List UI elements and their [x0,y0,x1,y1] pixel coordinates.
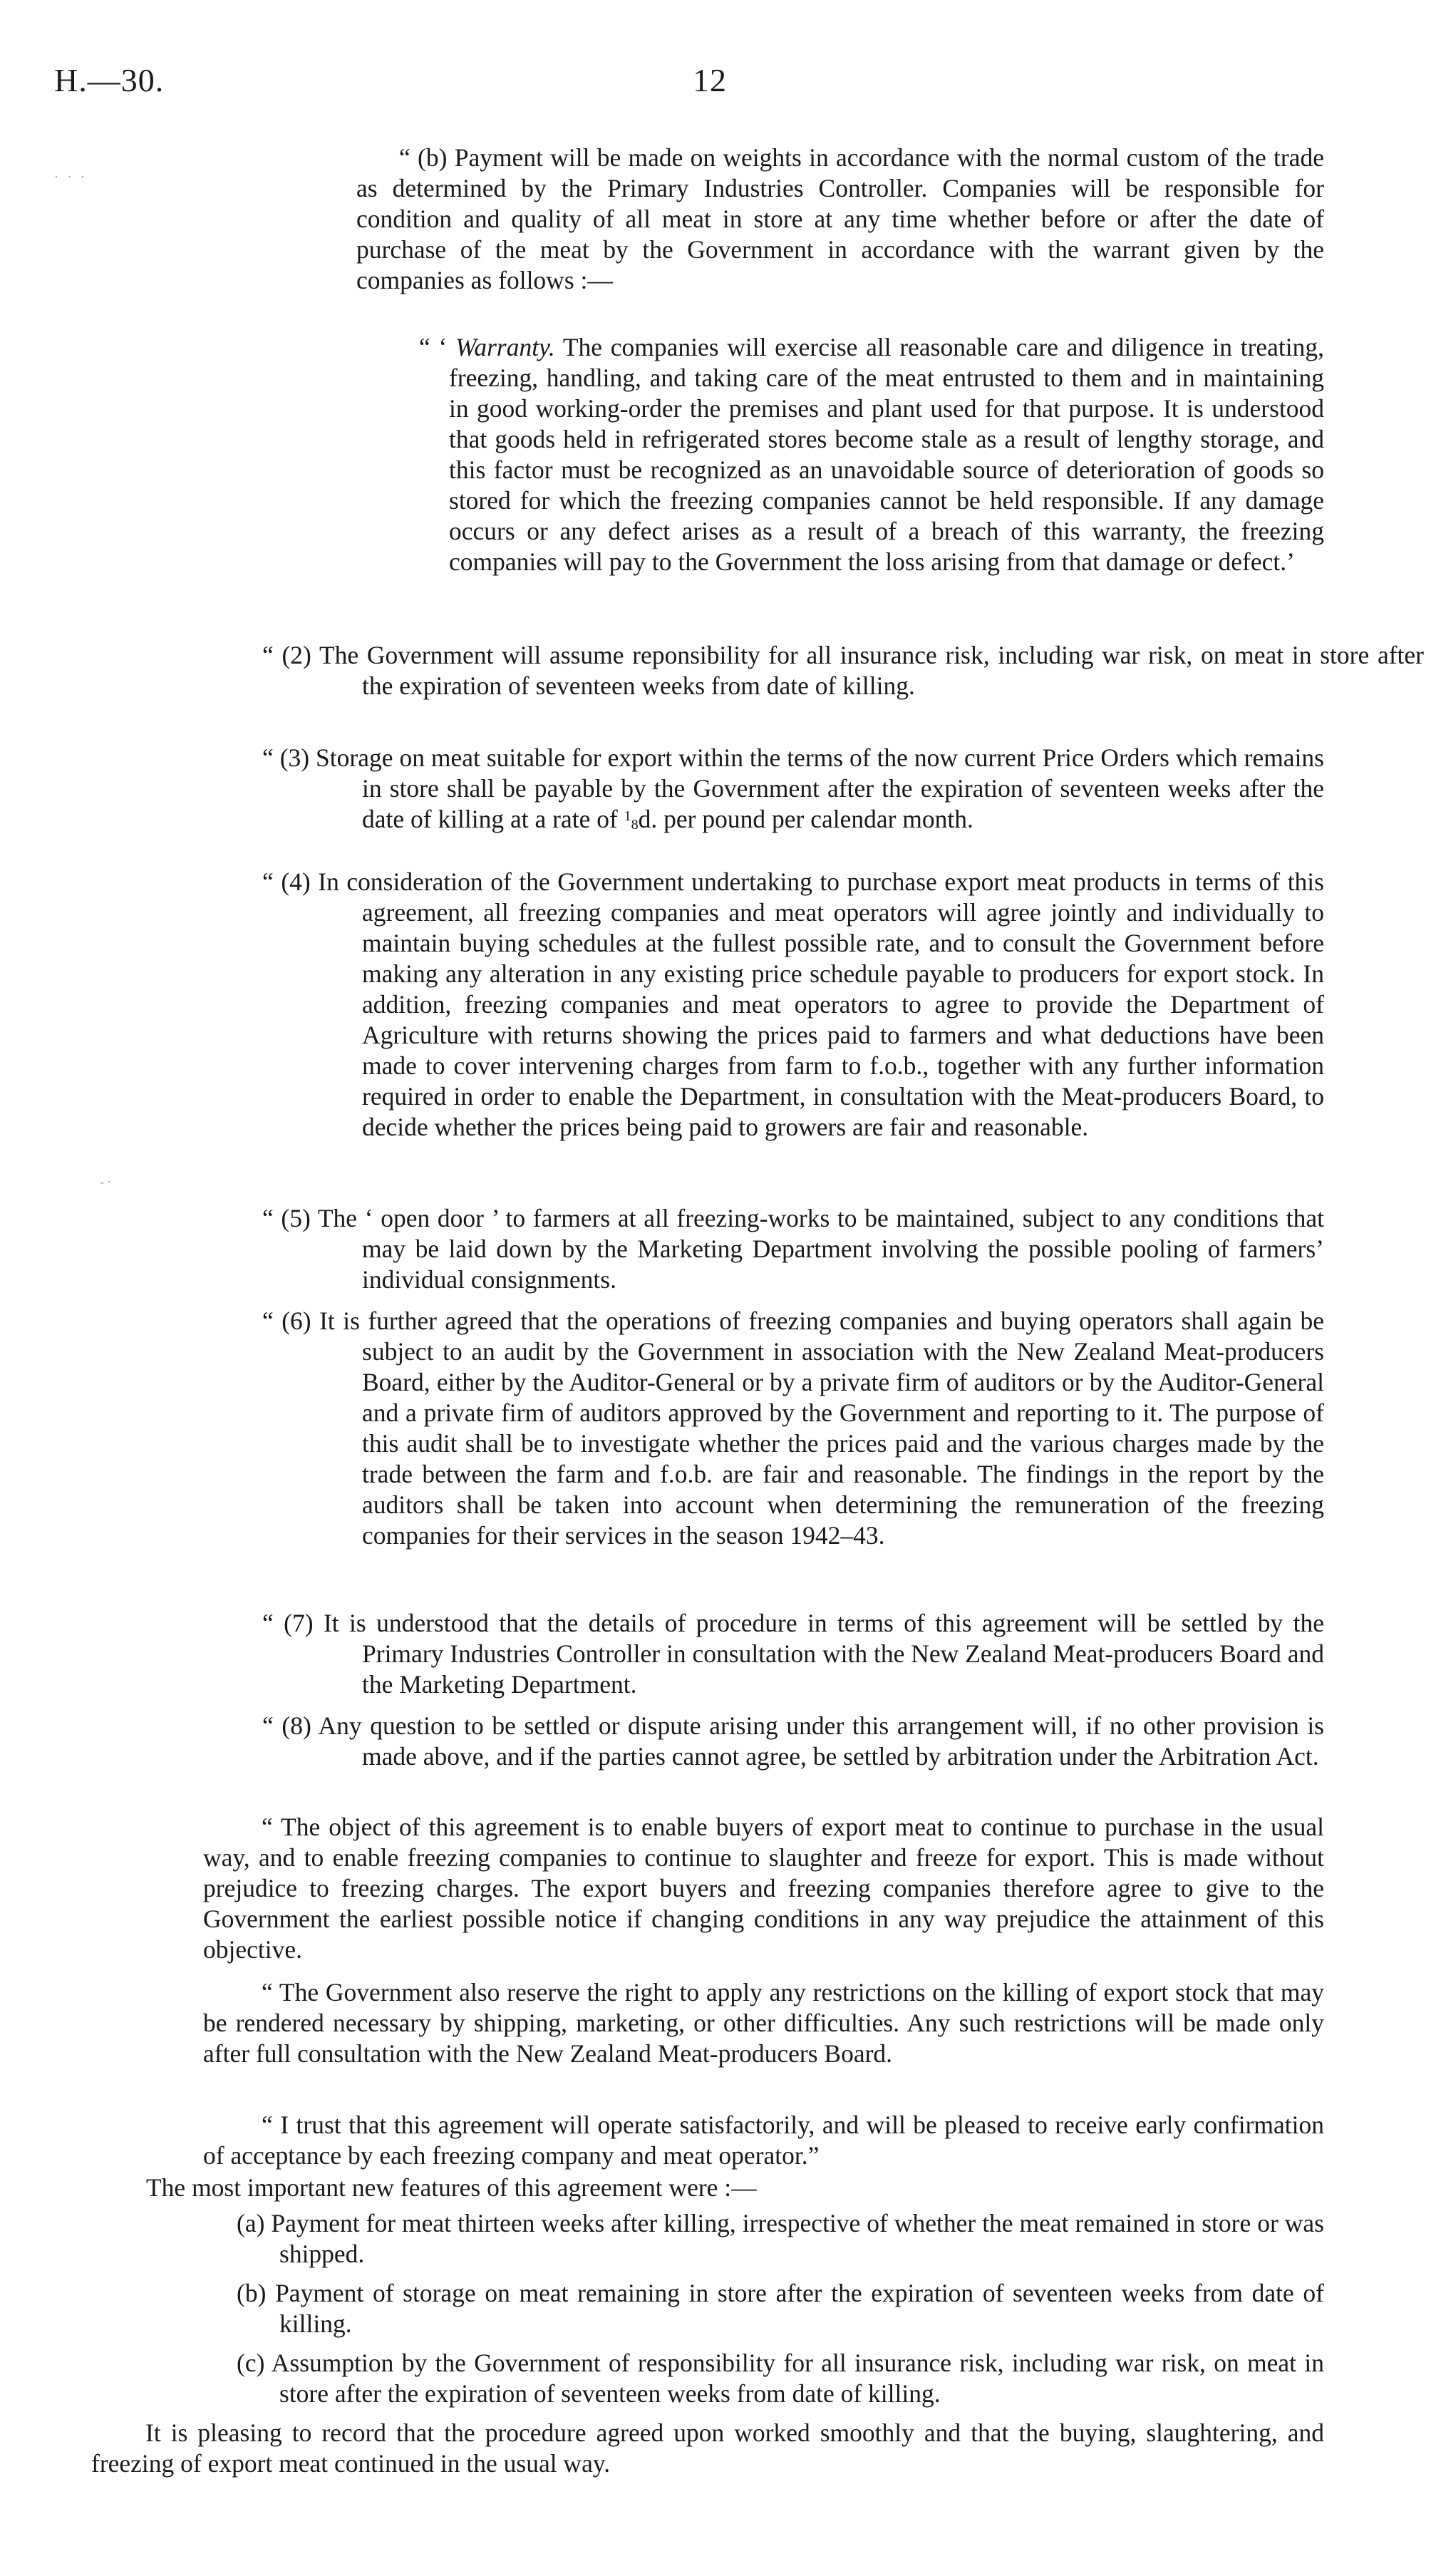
scan-speck: -· [100,1175,114,1189]
quote-item-8: “ (8) Any question to be settled or dispute arising under this arrangement will, if no other provision is made above, and if the parties cannot agree, be settled by arbitration under the Arbitration Act. [262,1711,1324,1771]
fraction-one-eighth: 18 [624,808,639,833]
warranty-text: The companies will exercise all reasonable care and diligence in treating, freezing, handling, and taking care of the meat entrusted to them and in maintaining in good working-order the premises and plant used for that purpose. It is understood that goods held in refrigerated stores become stale as a result of lengthy storage, and this factor must be recognized as an unavoidable source of deterioration of goods so stored for which the freezing companies cannot be held responsible. If any damage occurs or any defect arises as a result of a breach of this warranty, the freezing companies will pay to the Government the loss arising from that damage or defect.’ [449,333,1325,576]
quote-trust-paragraph: “ I trust that this agreement will operate satisfactorily, and will be pleased to receive early confirmation of acceptance by each freezing company and meat operator.” [203,2111,1324,2170]
warranty-paragraph [419,332,1325,577]
quote-item-5: “ (5) The ‘ open door ’ to farmers at all freezing-works to be maintained, subject to any conditions that may be laid down by the Marketing Department involving the possible pooling of farmers’ individual consignments. [262,1204,1324,1294]
feature-item-a [201,2208,1324,2270]
quote-paragraph-b: “ (b) Payment will be made on weights in accordance with the normal custom of the trade as determined by the Primary Industries Controller. Companies will be responsible for condition and quality of all meat in store at any time whether before or after the date of purchase of the meat by the Government in accordance with the warrant given by the companies as follows :— [356,143,1324,294]
feature-text: Payment of storage on meat remaining in store after the expiration of seventeen weeks from date of killing. [275,2279,1324,2338]
feature-label: (c) [237,2349,265,2377]
quote-reserve-paragraph: “ The Government also reserve the right to apply any restrictions on the killing of export stock that may be rendered necessary by shipping, marketing, or other difficulties. Any such restrictions will be made only after full consultation with the New Zealand Meat-producers Board. [203,1978,1324,2068]
quote-item-3 [262,743,1324,839]
quote-item-4: “ (4) In consideration of the Government undertaking to purchase export meat products in terms of this agreement, all freezing companies and meat operators will agree jointly and individually to maintain buying schedules at the fullest possible rate, and to consult the Government before making any alteration in any existing price schedule payable to producers for export stock. In addition, freezing companies and meat operators to agree to provide the Department of Agriculture with returns showing the prices paid to farmers and what deductions have been made to cover intervening charges from farm to f.o.b., together with any further information required in order to enable the Department, in consultation with the Meat-producers Board, to decide whether the prices being paid to growers are fair and reasonable. [262,867,1324,1141]
quote-item-2: “ (2) The Government will assume reponsibility for all insurance risk, including war risk, on meat in store after the expiration of seventeen weeks from date of killing. [262,641,1424,700]
features-intro: The most important new features of this agreement were :— [146,2173,757,2202]
warranty-open-quote: “ ‘ [419,333,448,361]
page-reference: H.—30. [54,62,165,98]
feature-text: Payment for meat thirteen weeks after killing, irrespective of whether the meat remained in store or was shipped. [271,2209,1324,2268]
page-number: 12 [693,62,727,98]
warranty-label: Warranty. [455,333,555,361]
feature-item-b [201,2278,1324,2339]
feature-text: Assumption by the Government of responsibility for all insurance risk, including war risk, on meat in store after the expiration of seventeen weeks from date of killing. [271,2349,1324,2408]
feature-label: (b) [237,2279,267,2307]
scan-speck: · · · [54,170,88,184]
feature-label: (a) [237,2209,265,2237]
quote-item-6: “ (6) It is further agreed that the operations of freezing companies and buying operators shall again be subject to an audit by the Government in association with the New Zealand Meat-producers Board, either by the Auditor-General or by a private firm of auditors or by the Auditor-General and a private firm of auditors approved by the Government and reporting to it. The purpose of this audit shall be to investigate whether the prices paid and the various charges made by the trade between the farm and f.o.b. are fair and reasonable. The findings in the report by the auditors shall be taken into account when determining the remuneration of the freezing companies for their services in the season 1942–43. [262,1307,1324,1550]
item3-text-after: d. per pound per calendar month. [638,805,973,833]
quote-item-7: “ (7) It is understood that the details of procedure in terms of this agreement will be settled by the Primary Industries Controller in consultation with the New Zealand Meat-producers Board and the Marketing Department. [262,1609,1324,1699]
feature-item-c [201,2348,1324,2409]
closing-paragraph: It is pleasing to record that the procedure agreed upon worked smoothly and that the buying, slaughtering, and freezing of export meat continued in the usual way. [91,2418,1324,2478]
quote-object-paragraph: “ The object of this agreement is to enable buyers of export meat to continue to purchase in the usual way, and to enable freezing companies to continue to slaughter and freeze for export. This is made without prejudice to freezing charges. The export buyers and freezing companies therefore agree to give to the Government the earliest possible notice if changing conditions in any way prejudice the attainment of this objective. [203,1813,1324,1964]
item3-text-before: “ (3) Storage on meat suitable for export within the terms of the now current Price Orders which remains in store shall be payable by the Government after the expiration of seventeen weeks after the date of killing at a rate of [262,743,1324,833]
